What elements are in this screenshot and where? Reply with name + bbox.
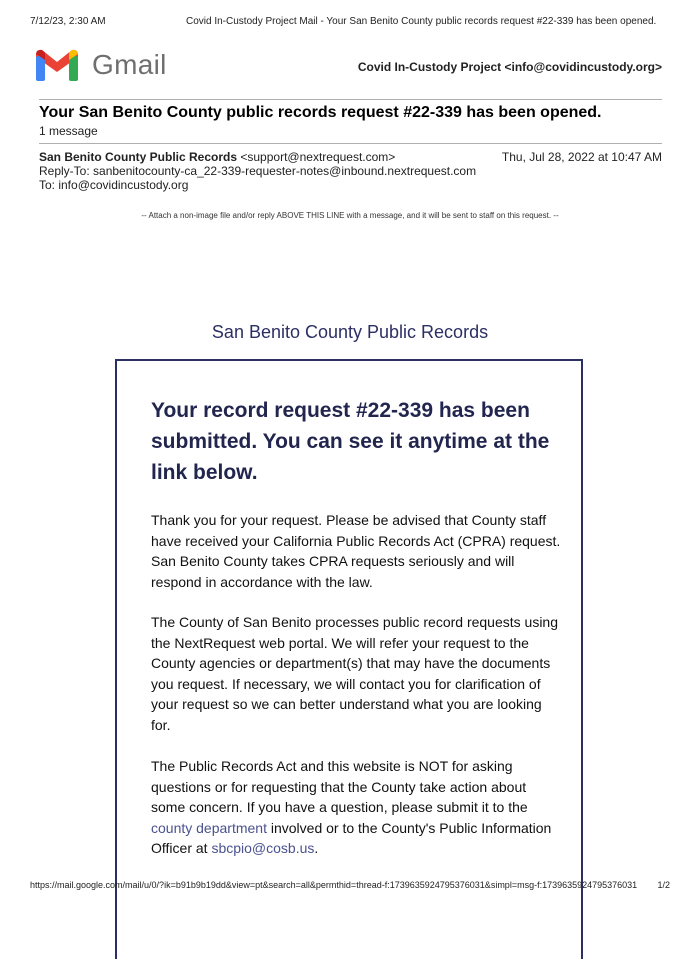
gmail-logo — [36, 47, 166, 83]
gmail-m-icon — [36, 47, 78, 81]
notice-text-a: The Public Records Act and this website is NOT for asking questions or for requesting that the County take action about some concern. If you have a question, please submit it to the — [151, 758, 528, 815]
message-meta — [39, 150, 662, 192]
recipient: To: info@covidincustody.org — [39, 178, 189, 192]
paragraph-thanks: Thank you for your request. Please be advised that County staff have received your California Public Records Act (CPRA) request. San Benito County takes CPRA requests seriously and will respond in accordance with the law. — [151, 512, 561, 590]
print-header — [30, 16, 670, 30]
print-url: https://mail.google.com/mail/u/0/?ik=b91b9b19dd&view=pt&search=all&permthid=thread-f:1739635924795376031&simpl=msg-f:1739635924795376031 — [30, 880, 638, 890]
notice-text-c: . — [314, 840, 319, 856]
attach-note: -- Attach a non-image file and/or reply ABOVE THIS LINE with a message, and it will be sent to staff on this request. -- — [141, 211, 559, 220]
message-date: Thu, Jul 28, 2022 at 10:47 AM — [501, 150, 662, 164]
reply-to: Reply-To: sanbenitocounty-ca_22-339-requester-notes@inbound.nextrequest.com — [39, 164, 477, 178]
print-title: Covid In-Custody Project Mail - Your San Benito County public records request #22-339 has been opened. — [186, 16, 657, 27]
paragraph-notice — [151, 756, 561, 859]
header-divider — [39, 99, 662, 100]
pio-email-link[interactable]: sbcpio@cosb.us — [211, 840, 315, 856]
gmail-wordmark: Gmail — [92, 49, 167, 80]
sender-name: San Benito County Public Records — [39, 150, 238, 164]
account-label: Covid In-Custody Project <info@covidincustody.org> — [357, 60, 662, 74]
page-number: 1/2 — [657, 880, 670, 890]
org-title: San Benito County Public Records — [211, 322, 489, 342]
paragraph-process: The County of San Benito processes public record requests using the NextRequest web portal. We will refer your request to the County agencies or department(s) that may have the documents you request. If necessary, we will contact you for clarification of your request so we can better understand what you are looking for. — [151, 614, 559, 733]
sender-email: <support@nextrequest.com> — [240, 150, 396, 164]
subject-divider — [39, 143, 662, 144]
message-count: 1 message — [39, 124, 98, 138]
county-department-link[interactable]: county department — [151, 819, 267, 836]
notice-text-b: involved or to the County's Public Information Officer at — [151, 819, 552, 856]
thread-subject: Your San Benito County public records request #22-339 has been opened. — [39, 104, 602, 121]
print-footer — [30, 880, 670, 890]
print-datetime: 7/12/23, 2:30 AM — [30, 16, 106, 27]
card-heading: Your record request #22-339 has been submitted. You can see it anytime at the link below. — [151, 399, 550, 484]
